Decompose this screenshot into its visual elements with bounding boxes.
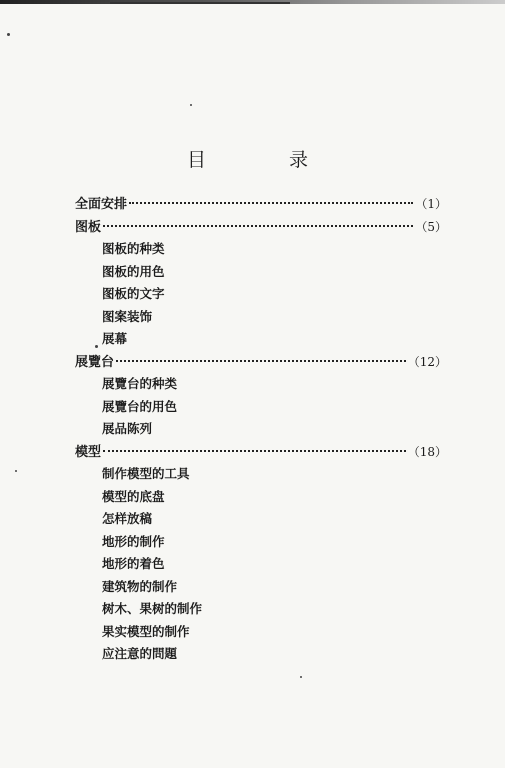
- toc-entry: [75, 351, 447, 374]
- toc-subentry: 展覽台的种类: [102, 376, 178, 391]
- toc-subentry: 果实模型的制作: [102, 623, 190, 639]
- table-of-contents: [75, 193, 447, 666]
- toc-entry: [75, 216, 447, 239]
- toc-page-number: （5）: [415, 219, 447, 234]
- toc-subentry: 应注意的問題: [102, 646, 178, 661]
- toc-entry: [75, 193, 447, 216]
- toc-dot-leader: [103, 450, 406, 452]
- toc-dot-leader: [129, 202, 413, 204]
- toc-subentry: 图板的用色: [102, 263, 165, 279]
- toc-subentry: 图案装饰: [102, 308, 153, 324]
- toc-page-number: （12）: [407, 354, 447, 369]
- toc-subentry: 制作模型的工具: [102, 466, 190, 481]
- toc-dot-leader: [116, 360, 406, 362]
- toc-dot-leader: [103, 225, 413, 227]
- toc-subentry: 展品陈列: [102, 421, 153, 436]
- paper-speck: [190, 104, 192, 106]
- toc-subentry: 展覽台的用色: [102, 398, 178, 414]
- paper-speck: [300, 676, 302, 678]
- toc-entry-label: 展覽台: [75, 354, 115, 370]
- paper-speck: [7, 33, 10, 36]
- paper-speck: [15, 470, 17, 472]
- toc-subentry: 树木、果树的制作: [102, 601, 203, 616]
- toc-subentry: 模型的底盘: [102, 488, 165, 504]
- page-top-edge-mark: [110, 2, 290, 4]
- toc-subentry: 图板的文字: [102, 286, 165, 301]
- toc-subentry: 地形的着色: [102, 556, 165, 571]
- toc-page-number: （1）: [415, 197, 447, 211]
- toc-subentry: 建筑物的制作: [102, 578, 178, 594]
- toc-entry: [75, 441, 447, 464]
- toc-page-number: （18）: [407, 444, 447, 459]
- page-title: 目 录: [186, 149, 340, 171]
- toc-subentry: 怎样放稿: [102, 511, 153, 526]
- toc-subentry: 地形的制作: [102, 533, 165, 549]
- toc-entry-label: 模型: [75, 444, 102, 460]
- toc-entry-label: 图板: [75, 219, 102, 235]
- toc-subentry: 图板的种类: [102, 241, 165, 256]
- toc-entry-label: 全面安排: [75, 197, 128, 212]
- toc-subentry: 展幕: [102, 331, 128, 346]
